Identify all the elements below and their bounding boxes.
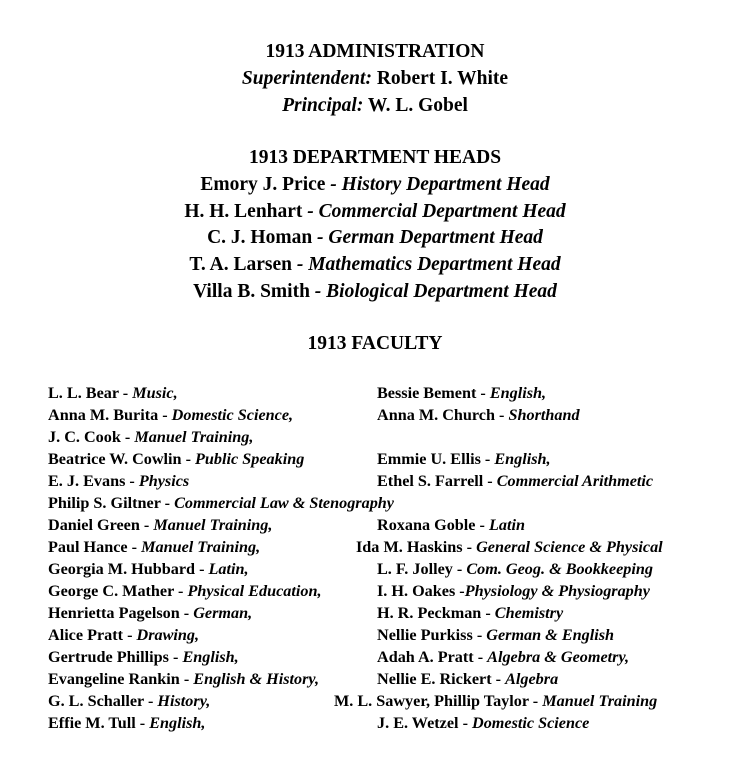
faculty-subject: Latin,	[208, 560, 249, 578]
faculty-subject: Commercial Arithmetic	[496, 472, 654, 490]
faculty-subject: English,	[149, 714, 206, 732]
department-head-line	[0, 227, 750, 249]
faculty-subject: Public Speaking	[195, 450, 305, 468]
faculty-subject: Manuel Training,	[141, 538, 261, 556]
faculty-subject: Domestic Science,	[171, 406, 294, 424]
faculty-name: Nellie E. Rickert -	[377, 670, 506, 688]
faculty-subject: General Science & Physical	[476, 538, 663, 556]
faculty-entry	[377, 626, 614, 645]
faculty-name: Alice Pratt -	[48, 626, 137, 644]
faculty-heading: 1913 FACULTY	[307, 333, 443, 354]
faculty-name: Daniel Green -	[48, 516, 154, 534]
faculty-entry	[377, 560, 653, 579]
principal-line	[0, 95, 750, 117]
faculty-entry	[377, 648, 629, 667]
faculty-entry	[377, 384, 546, 403]
faculty-subject: English,	[182, 648, 239, 666]
department-heads-heading: 1913 DEPARTMENT HEADS	[248, 147, 502, 168]
faculty-name: Paul Hance -	[48, 538, 142, 556]
department-head-line	[0, 174, 750, 196]
department-head-line	[0, 254, 750, 276]
faculty-name: G. L. Schaller -	[48, 692, 158, 710]
faculty-entry	[377, 472, 653, 491]
faculty-entry	[377, 714, 589, 733]
superintendent-name: Robert I. White	[376, 68, 509, 89]
faculty-subject: Latin	[488, 516, 525, 534]
administration-heading: 1913 ADMINISTRATION	[265, 41, 485, 62]
department-head-line	[0, 201, 750, 223]
department-head-name: H. H. Lenhart	[184, 201, 303, 222]
faculty-name: Beatrice W. Cowlin -	[48, 450, 196, 468]
department-head-role: - Commercial Department Head	[302, 201, 566, 222]
faculty-name: Evangeline Rankin -	[48, 670, 194, 688]
faculty-subject: English,	[494, 450, 551, 468]
faculty-entry	[48, 406, 293, 425]
faculty-name: L. F. Jolley -	[377, 560, 467, 578]
department-head-role: - History Department Head	[325, 174, 550, 195]
faculty-entry	[48, 560, 249, 579]
faculty-entry	[48, 538, 260, 557]
principal-name: W. L. Gobel	[367, 95, 468, 116]
faculty-subject: Manuel Training,	[153, 516, 273, 534]
faculty-subject: Chemistry	[494, 604, 564, 622]
faculty-subject: Manuel Training,	[134, 428, 254, 446]
department-head-role: - German Department Head	[312, 227, 543, 248]
faculty-entry	[48, 494, 394, 513]
faculty-name: Gertrude Phillips -	[48, 648, 183, 666]
faculty-name: Nellie Purkiss -	[377, 626, 487, 644]
faculty-subject: Algebra & Geometry,	[487, 648, 630, 666]
faculty-name: Emmie U. Ellis -	[377, 450, 495, 468]
faculty-entry	[377, 604, 563, 623]
principal-label: Principal:	[282, 95, 364, 116]
faculty-entry	[48, 450, 304, 469]
faculty-subject: German,	[193, 604, 253, 622]
faculty-subject: German & English	[486, 626, 615, 644]
faculty-entry	[356, 538, 663, 557]
faculty-subject: Commercial Law & Stenography	[174, 494, 394, 512]
faculty-subject: Com. Geog. & Bookkeeping	[466, 560, 653, 578]
faculty-entry	[48, 670, 319, 689]
faculty-subject: English & History,	[193, 670, 320, 688]
superintendent-line	[0, 68, 750, 90]
faculty-name: L. L. Bear -	[48, 384, 133, 402]
faculty-name: Georgia M. Hubbard -	[48, 560, 209, 578]
faculty-entry	[48, 714, 205, 733]
faculty-subject: Physics	[138, 472, 190, 490]
faculty-entry	[377, 582, 650, 601]
faculty-subject: Algebra	[505, 670, 559, 688]
faculty-entry	[334, 692, 657, 711]
faculty-name: Philip S. Giltner -	[48, 494, 175, 512]
faculty-name: E. J. Evans -	[48, 472, 139, 490]
faculty-name: Ethel S. Farrell -	[377, 472, 497, 490]
department-head-name: Villa B. Smith	[193, 281, 310, 302]
department-head-name: T. A. Larsen	[189, 254, 292, 275]
faculty-entry	[48, 648, 239, 667]
faculty-entry	[377, 516, 525, 535]
faculty-entry	[377, 670, 558, 689]
faculty-name: Adah A. Pratt -	[377, 648, 488, 666]
faculty-subject: Shorthand	[508, 406, 580, 424]
faculty-name: George C. Mather -	[48, 582, 188, 600]
superintendent-label: Superintendent:	[241, 68, 372, 89]
faculty-name: Henrietta Pagelson -	[48, 604, 194, 622]
faculty-name: Bessie Bement -	[377, 384, 490, 402]
faculty-name: Effie M. Tull -	[48, 714, 150, 732]
faculty-name: H. R. Peckman -	[377, 604, 495, 622]
faculty-entry	[48, 472, 189, 491]
faculty-entry	[377, 406, 580, 425]
faculty-entry	[48, 428, 253, 447]
faculty-subject: Manuel Training	[542, 692, 658, 710]
faculty-entry	[48, 384, 178, 403]
department-head-name: Emory J. Price	[200, 174, 326, 195]
faculty-name: Roxana Goble -	[377, 516, 489, 534]
faculty-name: I. H. Oakes -	[377, 582, 465, 600]
faculty-subject: Music,	[132, 384, 178, 402]
faculty-subject: Physiology & Physiography	[464, 582, 650, 600]
department-head-name: C. J. Homan	[207, 227, 313, 248]
faculty-entry	[377, 450, 551, 469]
faculty-entry	[48, 692, 210, 711]
department-head-role: - Mathematics Department Head	[291, 254, 561, 275]
faculty-entry	[48, 582, 322, 601]
faculty-name: J. E. Wetzel -	[377, 714, 473, 732]
department-head-role: - Biological Department Head	[309, 281, 557, 302]
faculty-entry	[48, 604, 252, 623]
faculty-name: Anna M. Church -	[377, 406, 509, 424]
faculty-name: Anna M. Burita -	[48, 406, 172, 424]
faculty-name: J. C. Cook -	[48, 428, 135, 446]
faculty-entry	[48, 626, 199, 645]
faculty-name: M. L. Sawyer, Phillip Taylor -	[334, 692, 543, 710]
department-head-line	[0, 281, 750, 303]
faculty-name: Ida M. Haskins -	[356, 538, 477, 556]
faculty-subject: Physical Education,	[187, 582, 322, 600]
faculty-subject: Domestic Science	[472, 714, 590, 732]
faculty-entry	[48, 516, 272, 535]
faculty-subject: English,	[489, 384, 547, 402]
faculty-subject: Drawing,	[136, 626, 200, 644]
faculty-subject: History,	[157, 692, 211, 710]
